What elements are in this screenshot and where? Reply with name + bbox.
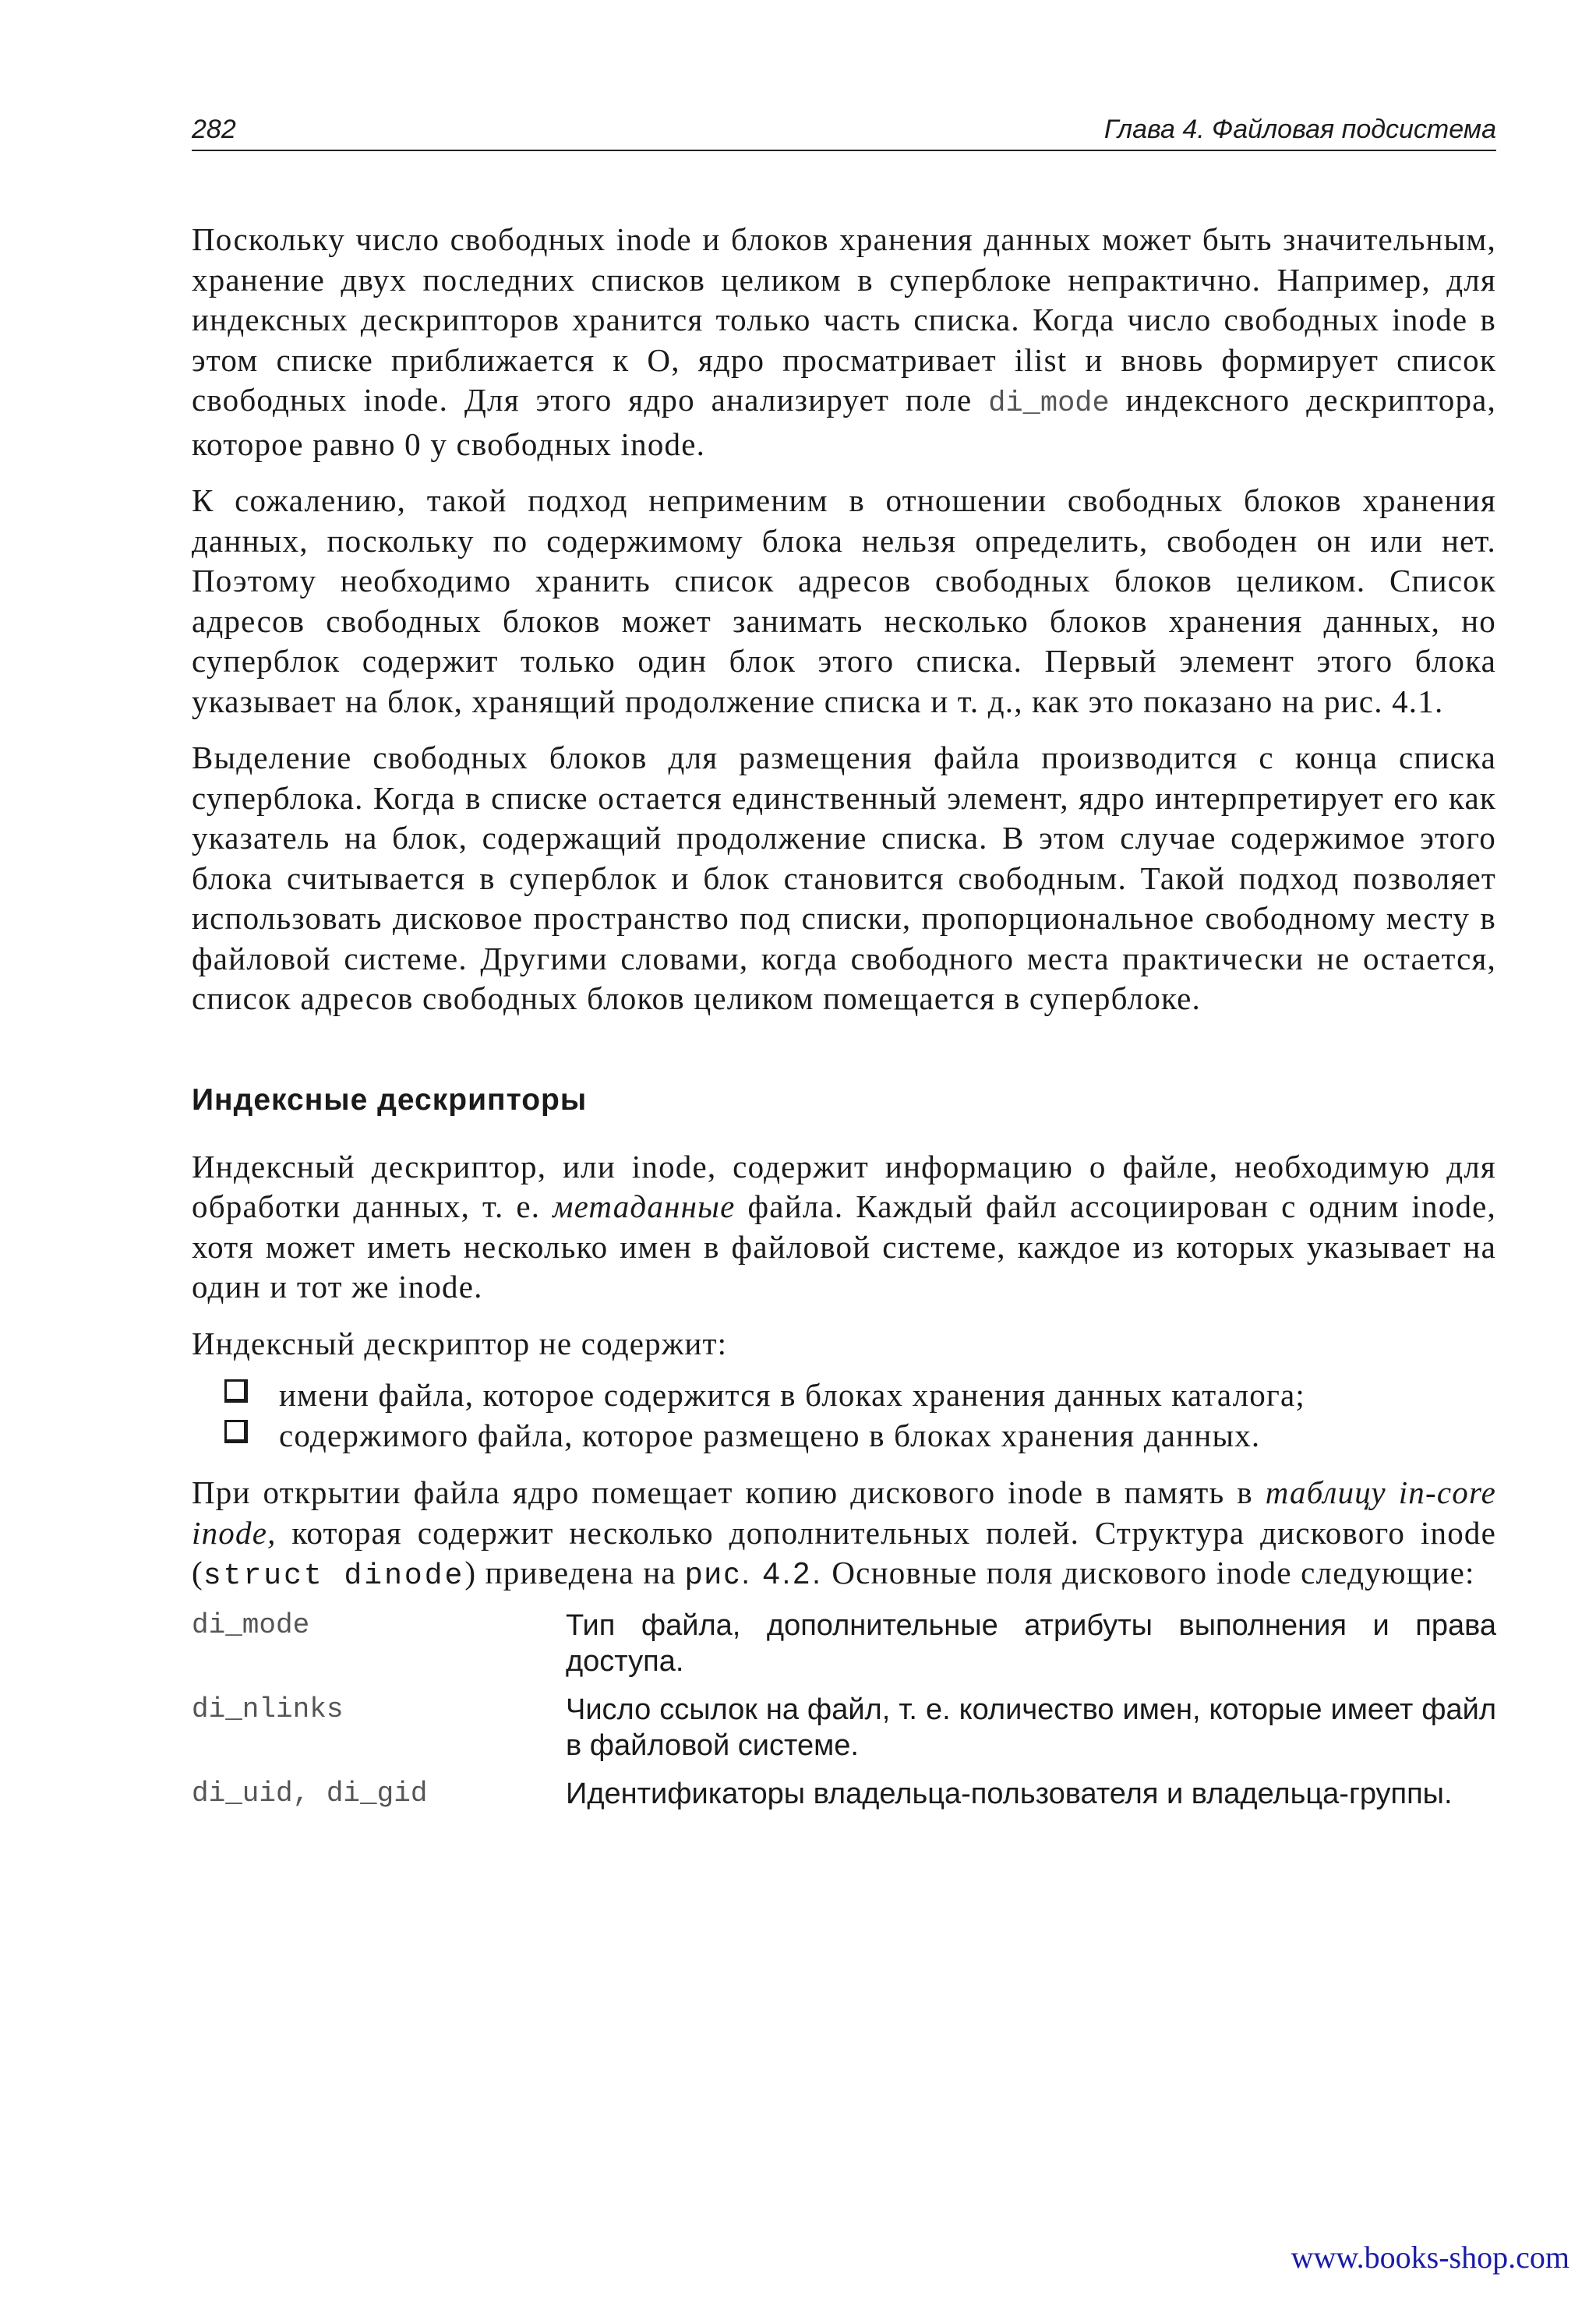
section-paragraph-2: Индексный дескриптор не содержит: — [192, 1325, 728, 1361]
checkbox-bullet-icon — [224, 1379, 248, 1403]
term-in-core-table: таблицу in-core inode, — [192, 1474, 1496, 1551]
definition-term: di_nlinks — [192, 1693, 344, 1725]
page-number: 282 — [192, 115, 236, 144]
code-di-mode: di_mode — [988, 387, 1110, 420]
paragraph-1-text: Поскольку число свободных inode и блоков хранения данных может быть значительным, хранение двух последних списков целиком в суперблоке непрактично. Например, для индексных дескрипторов хранится только часть списка. Когда число свободных inode в этом списке приближается к О, ядро просматривает ilist и вновь формирует список свободных inode. Для этого ядро анализирует поле — [192, 221, 1496, 418]
section-paragraph-1-text-end: файла. Каждый файл ассоциирован с одним inode, хотя может иметь несколько имен в файловой системе, каждое из которых указывает на один и тот же inode. — [192, 1188, 1496, 1305]
book-page — [192, 114, 1496, 1824]
list-item-text: имени файла, которое содержится в блоках хранения данных каталога; — [279, 1377, 1305, 1413]
list-item-text: содержимого файла, которое размещено в блоках хранения данных. — [279, 1418, 1261, 1453]
list-item — [192, 1375, 1496, 1415]
definition-term: di_mode — [192, 1608, 310, 1641]
definition-row — [192, 1608, 1496, 1679]
checkbox-bullet-icon — [224, 1420, 248, 1443]
paragraph-1 — [192, 220, 1496, 464]
section-heading: Индексные дескрипторы — [192, 1082, 588, 1117]
footer-watermark-link[interactable]: www.books-shop.com — [1291, 2240, 1570, 2275]
bullet-list — [192, 1375, 1496, 1456]
definition-description: Число ссылок на файл, т. е. количество имен, которые имеет файл в файловой системе. — [566, 1693, 1496, 1762]
section-paragraph-3 — [192, 1473, 1496, 1597]
definition-term: di_uid, di_gid — [192, 1777, 428, 1809]
list-item — [192, 1415, 1496, 1456]
paragraph-1-text-end: индексного дескриптора, которое равно 0 у свободных inode. — [192, 382, 1497, 462]
page-content — [192, 220, 1496, 1812]
definition-row — [192, 1692, 1496, 1764]
definition-list — [192, 1608, 1496, 1812]
definition-description: Тип файла, дополнительные атрибуты выполнения и права доступа. — [566, 1608, 1496, 1678]
section-paragraph-3-text: При открытии файла ядро помещает копию дискового inode в память в — [192, 1474, 1266, 1510]
paragraph-3: Выделение свободных блоков для размещения файла производится с конца списка суперблока. Когда в списке остается единственный элемент, ядро интерпретирует его как указатель на блок, содержащий продолжение списка. В этом случае содержимое этого блока считывается в суперблок и блок становится свободным. Такой подход позволяет использовать дисковое пространство под списки, пропорциональное свободному месту в файловой системе. Другими словами, когда свободного места практически не остается, список адресов свободных блоков целиком помещается в суперблоке. — [192, 740, 1496, 1016]
section-paragraph-1-text: Индексный дескриптор, или inode, содержит информацию о файле, необходимую для обработки данных, т. е. — [192, 1148, 1496, 1224]
term-metadata: метаданные — [553, 1188, 736, 1224]
figure-reference: рис. 4.2. — [685, 1557, 823, 1591]
definition-description: Идентификаторы владельца-пользователя и владельца-группы. — [566, 1777, 1453, 1810]
section-paragraph-3-text-end: Основные поля дискового inode следующие: — [822, 1555, 1475, 1591]
section-paragraph-3-text-mid: которая содержит несколько дополнительных полей. Структура дискового inode ( — [192, 1514, 1496, 1591]
definition-row — [192, 1776, 1496, 1812]
running-header — [192, 114, 1496, 151]
section-paragraph-1 — [192, 1147, 1496, 1308]
chapter-title: Глава 4. Файловая подсистема — [1103, 115, 1496, 144]
section-paragraph-3-text-mid2: ) приведена на — [464, 1555, 686, 1591]
code-struct-dinode: struct dinode — [203, 1559, 465, 1593]
paragraph-2: К сожалению, такой подход неприменим в отношении свободных блоков хранения данных, поскольку по содержимому блока нельзя определить, свободен он или нет. Поэтому необходимо хранить список адресов свободных блоков целиком. Список адресов свободных блоков может занимать несколько блоков хранения данных, но суперблок содержит только один блок этого списка. Первый элемент этого блока указывает на блок, хранящий продолжение списка и т. д., как это показано на рис. 4.1. — [192, 482, 1496, 719]
